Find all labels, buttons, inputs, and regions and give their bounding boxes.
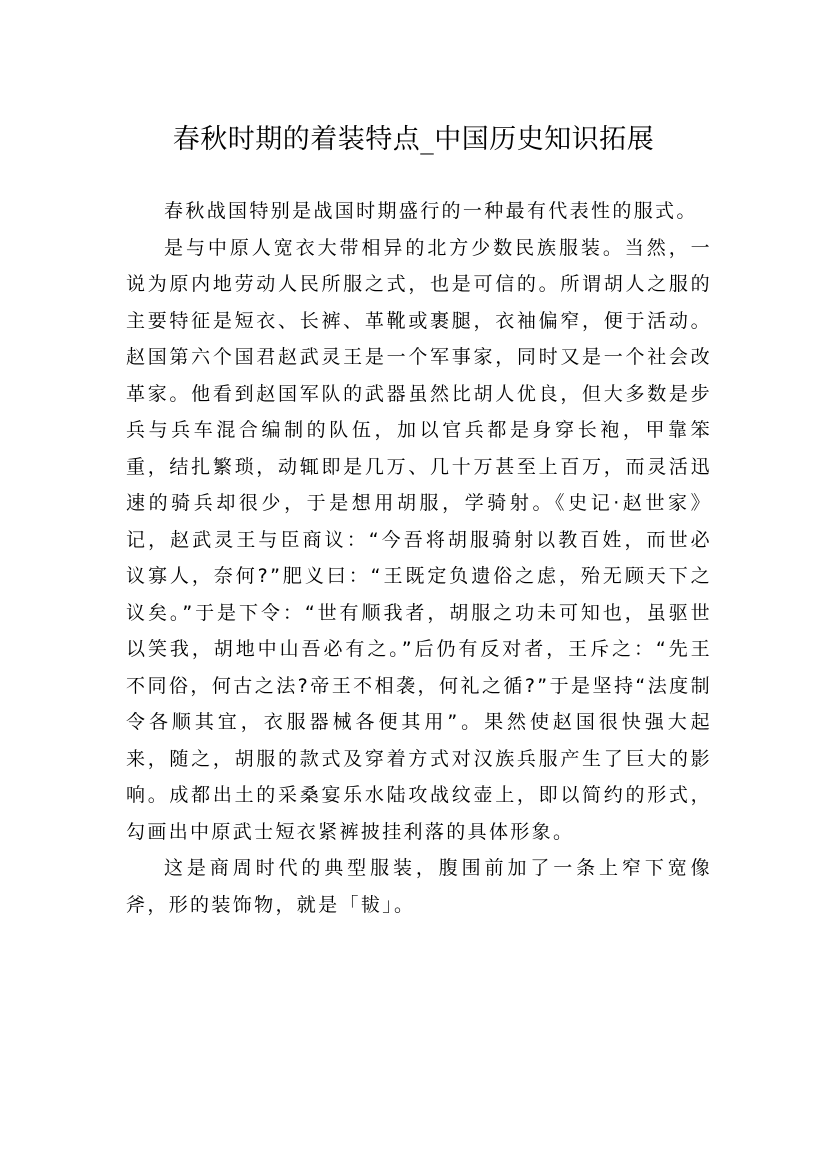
document-title: 春秋时期的着装特点_中国历史知识拓展 [172,124,655,156]
document-body [126,193,712,923]
paragraph-1: 春秋战国特别是战国时期盛行的一种最有代表性的服式。 [164,200,698,222]
paragraph-3: 这是商周时代的典型服装，腹围前加了一条上窄下宽像斧，形的装饰物，就是「韨」。 [126,857,712,916]
paragraph-2: 是与中原人宽衣大带相异的北方少数民族服装。当然，一说为原内地劳动人民所服之式，也是可信的。所谓胡人之服的主要特征是短衣、长裤、革靴或裹腿，衣袖偏窄，便于活动。赵国第六个国君赵武灵王是一个军事家，同时又是一个社会改革家。他看到赵国军队的武器虽然比胡人优良，但大多数是步兵与兵车混合编制的队伍，加以官兵都是身穿长袍，甲靠笨重，结扎繁琐，动辄即是几万、几十万甚至上百万，而灵活迅速的骑兵却很少，于是想用胡服，学骑射。《史记·赵世家》记，赵武灵王与臣商议：“今吾将胡服骑射以教百姓，而世必议寡人，奈何?”肥义曰：“王既定负遗俗之虑，殆无顾天下之议矣。”于是下令：“世有顺我者，胡服之功未可知也，虽驱世以笑我，胡地中山吾必有之。”后仍有反对者，王斥之：“先王不同俗，何古之法?帝王不相袭，何礼之循?”于是坚持“法度制令各顺其宜，衣服器械各便其用”。果然使赵国很快强大起来，随之，胡服的款式及穿着方式对汉族兵服产生了巨大的影响。成都出土的采桑宴乐水陆攻战纹壶上，即以简约的形式，勾画出中原武士短衣紧裤披挂利落的具体形象。 [126,236,712,843]
